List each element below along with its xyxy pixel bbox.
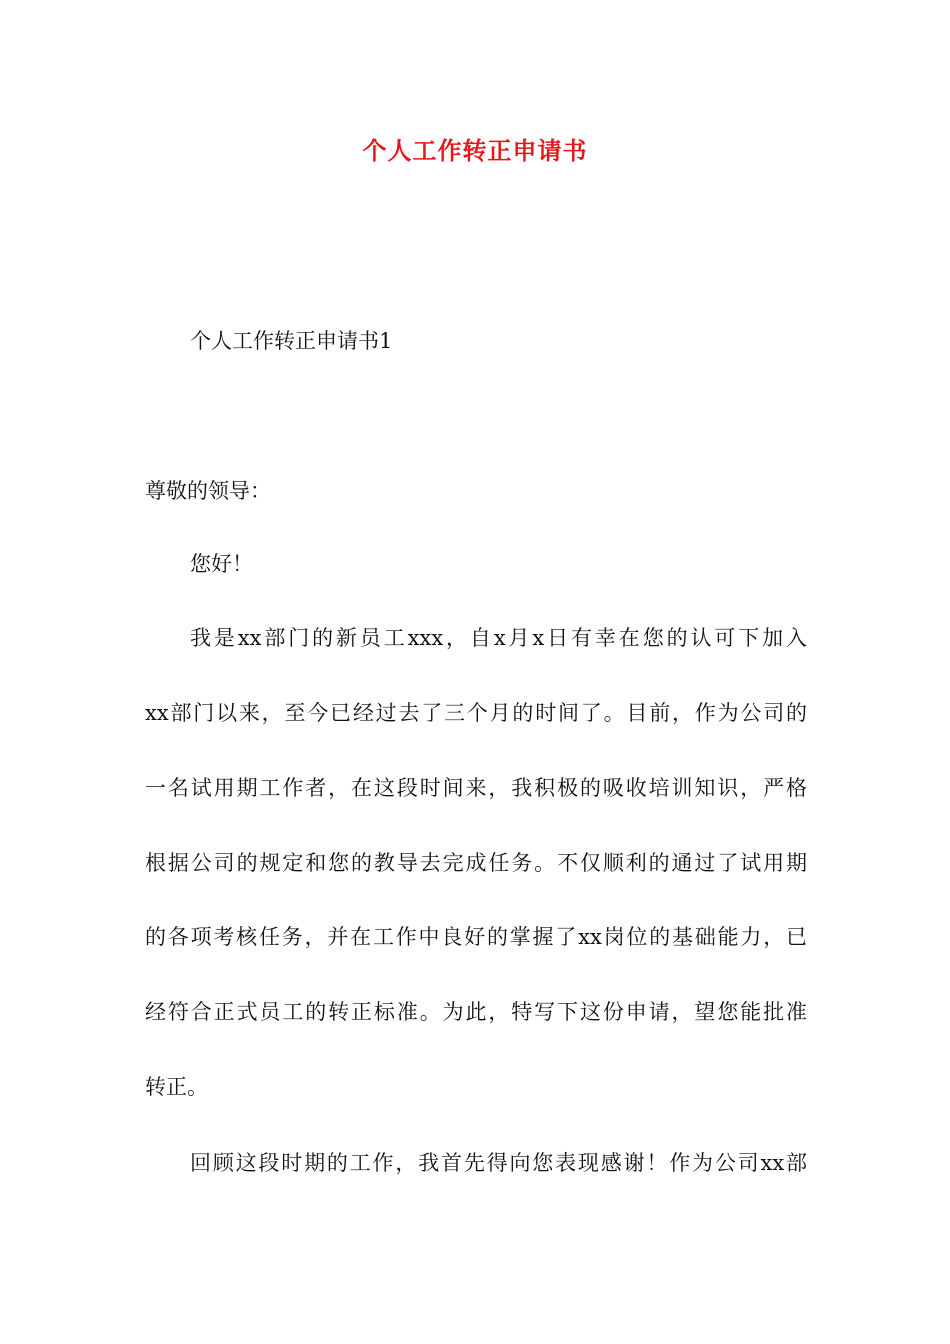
paragraph-1-line-1: 我是xx部门的新员工xxx，自x月x日有幸在您的认可下加入 (190, 626, 807, 650)
section-heading: 个人工作转正申请书1 (190, 329, 393, 353)
paragraph-1-line-2: xx部门以来，至今已经过去了三个月的时间了。目前，作为公司的 (145, 701, 807, 725)
document-title: 个人工作转正申请书 (362, 136, 588, 165)
paragraph-1-line-7: 转正。 (145, 1075, 208, 1099)
paragraph-2-line-1: 回顾这段时期的工作，我首先得向您表现感谢！作为公司xx部 (190, 1151, 807, 1175)
paragraph-1-line-3: 一名试用期工作者，在这段时间来，我积极的吸收培训知识，严格 (145, 776, 807, 800)
paragraph-1-line-4: 根据公司的规定和您的教导去完成任务。不仅顺利的通过了试用期 (145, 851, 807, 875)
salutation: 尊敬的领导： (145, 479, 271, 503)
paragraph-1-line-5: 的各项考核任务，并在工作中良好的掌握了xx岗位的基础能力，已 (145, 925, 807, 949)
greeting: 您好！ (190, 552, 253, 576)
paragraph-1-line-6: 经符合正式员工的转正标准。为此，特写下这份申请，望您能批准 (145, 1000, 807, 1024)
